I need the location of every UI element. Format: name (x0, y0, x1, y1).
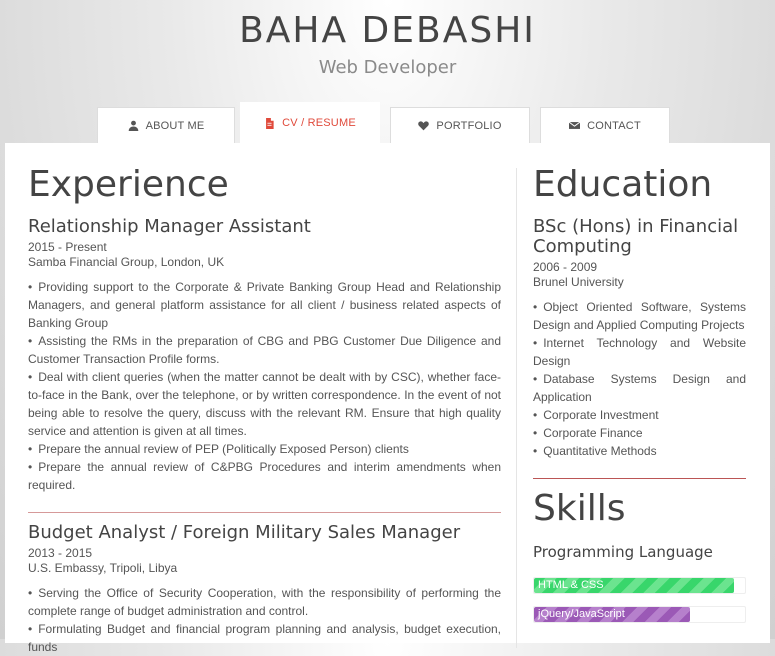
education-heading: Education (533, 164, 713, 205)
list-item: • Deal with client queries (when the matter cannot be dealt with by CSC), whether face-to-face in the Bank, over the telephone, or by written correspondence. In the event of not being able to resolve the query, discuss with the relevant RM. Ensure that high quality service and attention is given at all times. (28, 368, 501, 440)
site-subtitle: Web Developer (318, 57, 457, 78)
site-title: BAHA DEBASHI (239, 10, 536, 51)
job-dates: 2015 - Present (28, 240, 107, 254)
education-dates: 2006 - 2009 (533, 260, 598, 274)
list-item: • Serving the Office of Security Cooperation, with the responsibility of performing the complete range of budget administration and control. (28, 584, 501, 620)
tab-label: CV / RESUME (282, 117, 356, 129)
envelope-icon (569, 120, 580, 131)
document-icon (264, 118, 275, 129)
skills-subheading: Programming Language (533, 543, 713, 561)
job-duties (28, 278, 501, 494)
list-item: • Formulating Budget and financial program planning and analysis, budget execution, funds (28, 620, 501, 656)
course-list (533, 298, 746, 460)
tab-label: CONTACT (587, 119, 641, 132)
skill-bar-fill: HTML & CSS (534, 578, 734, 593)
skill-bar-fill: jQuery/JavaScript (534, 607, 690, 622)
job-dates: 2013 - 2015 (28, 546, 93, 560)
degree-title: BSc (Hons) in Financial Computing (533, 216, 739, 257)
tab-portfolio[interactable] (390, 107, 530, 143)
education-column (533, 143, 746, 623)
job-duties (28, 584, 501, 656)
list-item: • Providing support to the Corporate & Private Banking Group Head and Relationship Managers, and general platform assistance for all client / business related aspects of Banking Group (28, 278, 501, 332)
list-item: • Prepare the annual review of C&PBG Procedures and interim amendments when required. (28, 458, 501, 494)
tab-label: ABOUT ME (145, 119, 205, 132)
list-item: • Corporate Finance (533, 424, 746, 442)
cv-panel (5, 143, 770, 654)
job-entry (28, 217, 501, 494)
job-company: Samba Financial Group, London, UK (28, 255, 225, 269)
list-item: • Object Oriented Software, Systems Design and Applied Computing Projects (533, 298, 746, 334)
job-entry (28, 523, 501, 656)
tab-about-me[interactable] (97, 107, 235, 143)
list-item: • Quantitative Methods (533, 442, 746, 460)
section-rule (28, 512, 501, 513)
heart-icon (418, 120, 429, 131)
skills-heading: Skills (533, 488, 626, 529)
experience-heading: Experience (28, 164, 229, 205)
skill-bar-html-css (533, 577, 746, 594)
tab-label: PORTFOLIO (436, 119, 502, 132)
job-title: Budget Analyst / Foreign Military Sales Manager (28, 522, 461, 543)
skill-bar-jquery (533, 606, 746, 623)
job-company: U.S. Embassy, Tripoli, Libya (28, 561, 178, 575)
user-icon (128, 120, 139, 131)
column-divider (516, 168, 517, 648)
job-title: Relationship Manager Assistant (28, 216, 311, 237)
list-item: • Corporate Investment (533, 406, 746, 424)
list-item: • Internet Technology and Website Design (533, 334, 746, 370)
section-rule (533, 478, 746, 479)
tab-cv-resume[interactable] (240, 102, 380, 144)
experience-column (28, 143, 501, 656)
tab-contact[interactable] (540, 107, 670, 143)
education-school: Brunel University (533, 275, 624, 289)
list-item: • Prepare the annual review of PEP (Politically Exposed Person) clients (28, 440, 501, 458)
list-item: • Database Systems Design and Application (533, 370, 746, 406)
list-item: • Assisting the RMs in the preparation of CBG and PBG Customer Due Diligence and Customer Transaction Profile forms. (28, 332, 501, 368)
